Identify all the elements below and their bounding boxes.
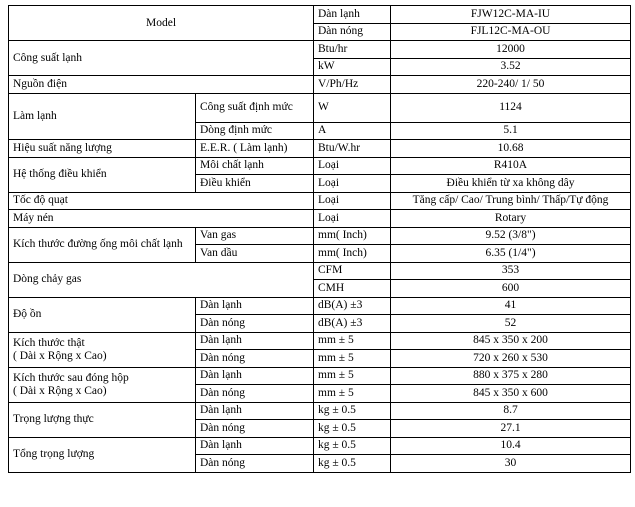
liquid-valve-label: Van dầu [196, 245, 314, 263]
indoor-label: Dàn lạnh [196, 402, 314, 420]
value-cell: 3.52 [391, 58, 631, 76]
unit-cell: mm ± 5 [314, 367, 391, 385]
unit-cell: V/Ph/Hz [314, 76, 391, 94]
gas-valve-label: Van gas [196, 227, 314, 245]
dimensions-label-line2: ( Dài x Rộng x Cao) [13, 349, 107, 362]
value-cell: Điều khiển từ xa không dây [391, 175, 631, 193]
value-cell: 12000 [391, 41, 631, 59]
cooling-label: Làm lạnh [9, 93, 196, 140]
value-cell: 5.1 [391, 122, 631, 140]
value-cell: 720 x 260 x 530 [391, 350, 631, 368]
row-efficiency [9, 140, 631, 158]
value-cell: 880 x 375 x 280 [391, 367, 631, 385]
row-cooling-capacity-btu [9, 41, 631, 59]
power-supply-label: Nguồn điện [9, 76, 314, 94]
value-cell: 353 [391, 262, 631, 280]
value-cell: 10.4 [391, 437, 631, 455]
net-weight-label: Trọng lượng thực [9, 402, 196, 437]
cooling-capacity-label: Công suất lạnh [9, 41, 314, 76]
unit-cell: W [314, 93, 391, 122]
fan-speed-label: Tốc độ quạt [9, 192, 314, 210]
unit-cell: mm ± 5 [314, 350, 391, 368]
value-cell: 10.68 [391, 140, 631, 158]
efficiency-label: Hiệu suất năng lượng [9, 140, 196, 158]
outdoor-label: Dàn nóng [196, 315, 314, 333]
value-cell: 27.1 [391, 420, 631, 438]
value-cell: 845 x 350 x 200 [391, 332, 631, 350]
unit-cell: Loại [314, 210, 391, 228]
row-compressor [9, 210, 631, 228]
refrigerant-label: Môi chất lạnh [196, 157, 314, 175]
outdoor-unit-label: Dàn nóng [314, 23, 391, 41]
unit-cell: mm( Inch) [314, 227, 391, 245]
unit-cell: CMH [314, 280, 391, 298]
row-rated-power [9, 93, 631, 122]
unit-cell: Btu/W.hr [314, 140, 391, 158]
outdoor-model-value: FJL12C-MA-OU [391, 23, 631, 41]
outdoor-label: Dàn nóng [196, 455, 314, 473]
value-cell: 30 [391, 455, 631, 473]
row-gross-weight-indoor [9, 437, 631, 455]
compressor-label: Máy nén [9, 210, 314, 228]
dimensions-label-line1: Kích thước thật [13, 336, 85, 349]
value-cell: 41 [391, 297, 631, 315]
unit-cell: Loại [314, 157, 391, 175]
row-fan-speed [9, 192, 631, 210]
row-dimensions-indoor [9, 332, 631, 350]
indoor-label: Dàn lạnh [196, 437, 314, 455]
unit-cell: kg ± 0.5 [314, 420, 391, 438]
row-noise-indoor [9, 297, 631, 315]
value-cell: 1124 [391, 93, 631, 122]
outdoor-label: Dàn nóng [196, 385, 314, 403]
packed-dimensions-label-line2: ( Dài x Rộng x Cao) [13, 384, 107, 397]
packed-dimensions-label-line1: Kích thước sau đóng hộp [13, 371, 129, 384]
unit-cell: kg ± 0.5 [314, 455, 391, 473]
packed-dimensions-label [9, 367, 196, 402]
row-gas-valve [9, 227, 631, 245]
unit-cell: CFM [314, 262, 391, 280]
row-power-supply [9, 76, 631, 94]
indoor-model-value: FJW12C-MA-IU [391, 6, 631, 24]
unit-cell: Btu/hr [314, 41, 391, 59]
value-cell: 6.35 (1/4") [391, 245, 631, 263]
unit-cell: mm( Inch) [314, 245, 391, 263]
value-cell: 9.52 (3/8") [391, 227, 631, 245]
spec-table [8, 5, 631, 473]
spec-table-container [8, 5, 631, 473]
indoor-label: Dàn lạnh [196, 367, 314, 385]
dimensions-label [9, 332, 196, 367]
unit-cell: Loại [314, 175, 391, 193]
unit-cell: dB(A) ±3 [314, 297, 391, 315]
noise-label: Độ ồn [9, 297, 196, 332]
indoor-label: Dàn lạnh [196, 332, 314, 350]
value-cell: 845 x 350 x 600 [391, 385, 631, 403]
outdoor-label: Dàn nóng [196, 350, 314, 368]
value-cell: R410A [391, 157, 631, 175]
unit-cell: kW [314, 58, 391, 76]
value-cell: 8.7 [391, 402, 631, 420]
row-airflow-cfm [9, 262, 631, 280]
unit-cell: dB(A) ±3 [314, 315, 391, 333]
value-cell: 52 [391, 315, 631, 333]
eer-label: E.E.R. ( Làm lạnh) [196, 140, 314, 158]
indoor-label: Dàn lạnh [196, 297, 314, 315]
row-model-indoor [9, 6, 631, 24]
unit-cell: kg ± 0.5 [314, 402, 391, 420]
value-cell: 220-240/ 1/ 50 [391, 76, 631, 94]
unit-cell: mm ± 5 [314, 332, 391, 350]
control-system-label: Hệ thống điều khiển [9, 157, 196, 192]
row-refrigerant [9, 157, 631, 175]
unit-cell: kg ± 0.5 [314, 437, 391, 455]
model-label: Model [9, 6, 314, 41]
pipe-size-label: Kích thước đường ống môi chất lạnh [9, 227, 196, 262]
value-cell: Tăng cấp/ Cao/ Trung bình/ Thấp/Tự động [391, 192, 631, 210]
unit-cell: mm ± 5 [314, 385, 391, 403]
rated-power-label: Công suất định mức [196, 93, 314, 122]
row-packed-dimensions-indoor [9, 367, 631, 385]
outdoor-label: Dàn nóng [196, 420, 314, 438]
value-cell: 600 [391, 280, 631, 298]
row-net-weight-indoor [9, 402, 631, 420]
airflow-label: Dòng chảy gas [9, 262, 314, 297]
unit-cell: A [314, 122, 391, 140]
control-label: Điều khiển [196, 175, 314, 193]
gross-weight-label: Tổng trọng lượng [9, 437, 196, 472]
indoor-unit-label: Dàn lạnh [314, 6, 391, 24]
unit-cell: Loại [314, 192, 391, 210]
value-cell: Rotary [391, 210, 631, 228]
rated-current-label: Dòng định mức [196, 122, 314, 140]
